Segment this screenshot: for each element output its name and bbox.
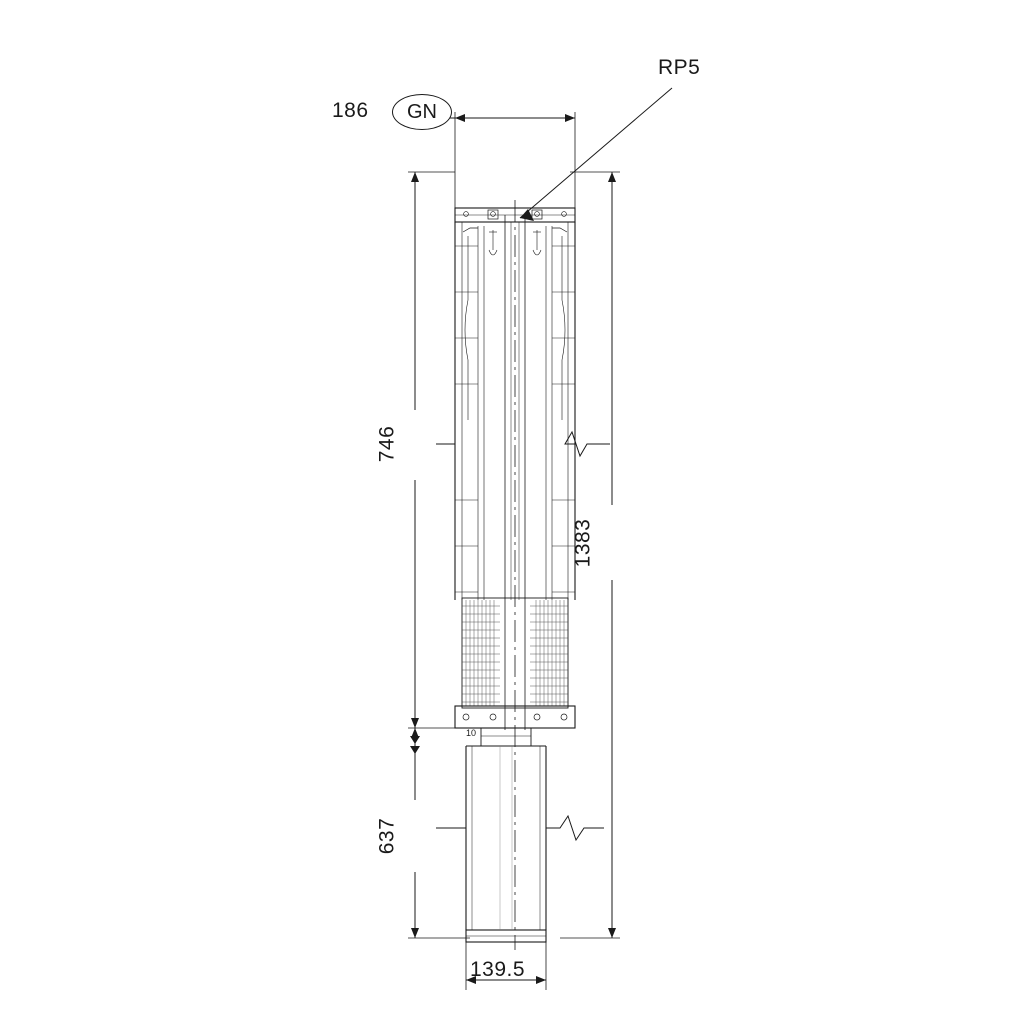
balloon-tag-gn-label: GN bbox=[407, 100, 437, 123]
break-line-lower bbox=[436, 816, 604, 840]
callout-rp5-label: RP5 bbox=[658, 56, 701, 79]
rp5-leader bbox=[520, 88, 672, 221]
dimension-width-bottom: 139.5 bbox=[470, 958, 526, 981]
svg-text:10: 10 bbox=[466, 728, 477, 738]
dimension-width-top: 186 bbox=[332, 99, 369, 122]
balloon-tag-gn bbox=[392, 94, 452, 130]
motor-section bbox=[466, 728, 546, 942]
dimension-length-upper: 746 bbox=[375, 425, 399, 463]
dimension-length-lower: 637 bbox=[375, 817, 399, 855]
dimension-length-total: 1383 bbox=[571, 518, 595, 568]
